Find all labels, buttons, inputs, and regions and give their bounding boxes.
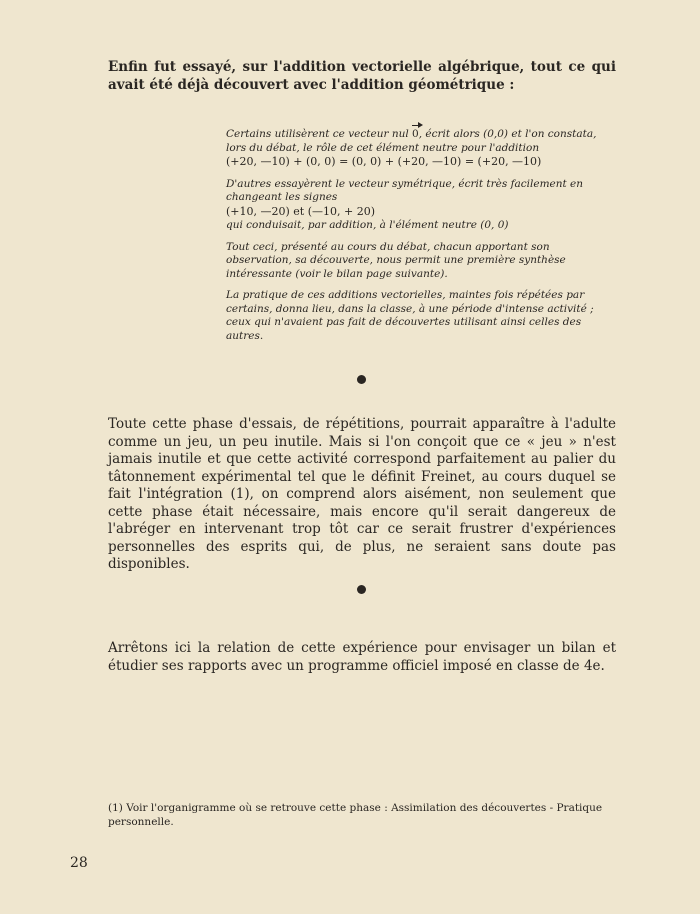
example-text: D'autres essayèrent le vecteur symétrique, écrit très facilement en changeant les signes xyxy=(226,177,584,203)
equation: (+20, —10) + (0, 0) = (0, 0) + (+20, —10) = (+20, —10) xyxy=(226,155,542,168)
example-text: Certains utilisèrent ce vecteur nul xyxy=(226,128,413,140)
equation: (+10, —20) et (—10, + 20) xyxy=(226,204,375,218)
body-paragraph-2: Arrêtons ici la relation de cette expérience pour envisager un bilan et étudier ses rapports avec un programme officiel imposé en classe de 4e. xyxy=(108,640,616,674)
example-paragraph-1 xyxy=(226,128,618,170)
example-paragraph-2 xyxy=(226,178,618,233)
null-vector-symbol: 0 xyxy=(412,128,419,140)
body-paragraph-1: Toute cette phase d'essais, de répétitions, pourrait apparaître à l'adulte comme un jeu, un peu inutile. Mais si l'on conçoit que ce « jeu » n'est jamais inutile et que cette activité correspond parfaitement au palier du tâtonnement expérimental tel que le définit Freinet, au cours duquel se fait l'intégration (1), on comprend alors aisément, non seulement que cette phase était nécessaire, mais encore qu'il serait dangereux de l'abréger en intervenant trop tôt car ce serait frustrer d'expériences personnelles des esprits qui, de plus, ne seraient sans doute pas disponibles. xyxy=(108,416,616,572)
example-paragraph-3: Tout ceci, présenté au cours du débat, chacun apportant son observation, sa découverte, nous permit une première synthèse intéressante (voir le bilan page suivante). xyxy=(226,240,566,280)
example-paragraph-4: La pratique de ces additions vectorielles, maintes fois répétées par certains, donna lieu, dans la classe, à une période d'intense activité ; ceux qui n'avaient pas fait de découvertes utilisant ainsi celles des autres. xyxy=(226,289,594,342)
page-number: 28 xyxy=(70,855,88,871)
example-block xyxy=(226,128,618,351)
footnote: (1) Voir l'organigramme où se retrouve cette phase : Assimilation des découvertes - Pratique personnelle. xyxy=(108,802,603,828)
section-bullet xyxy=(357,375,366,384)
example-text: , écrit alors (0,0) et l'on constata, lors du débat, le rôle de cet élément neutre pour l'addition xyxy=(226,128,597,154)
example-text: qui conduisait, par addition, à l'élément neutre (0, 0) xyxy=(226,219,509,231)
section-bullet xyxy=(357,585,366,594)
intro-paragraph: Enfin fut essayé, sur l'addition vectorielle algébrique, tout ce qui avait été déjà découvert avec l'addition géométrique : xyxy=(108,59,616,93)
